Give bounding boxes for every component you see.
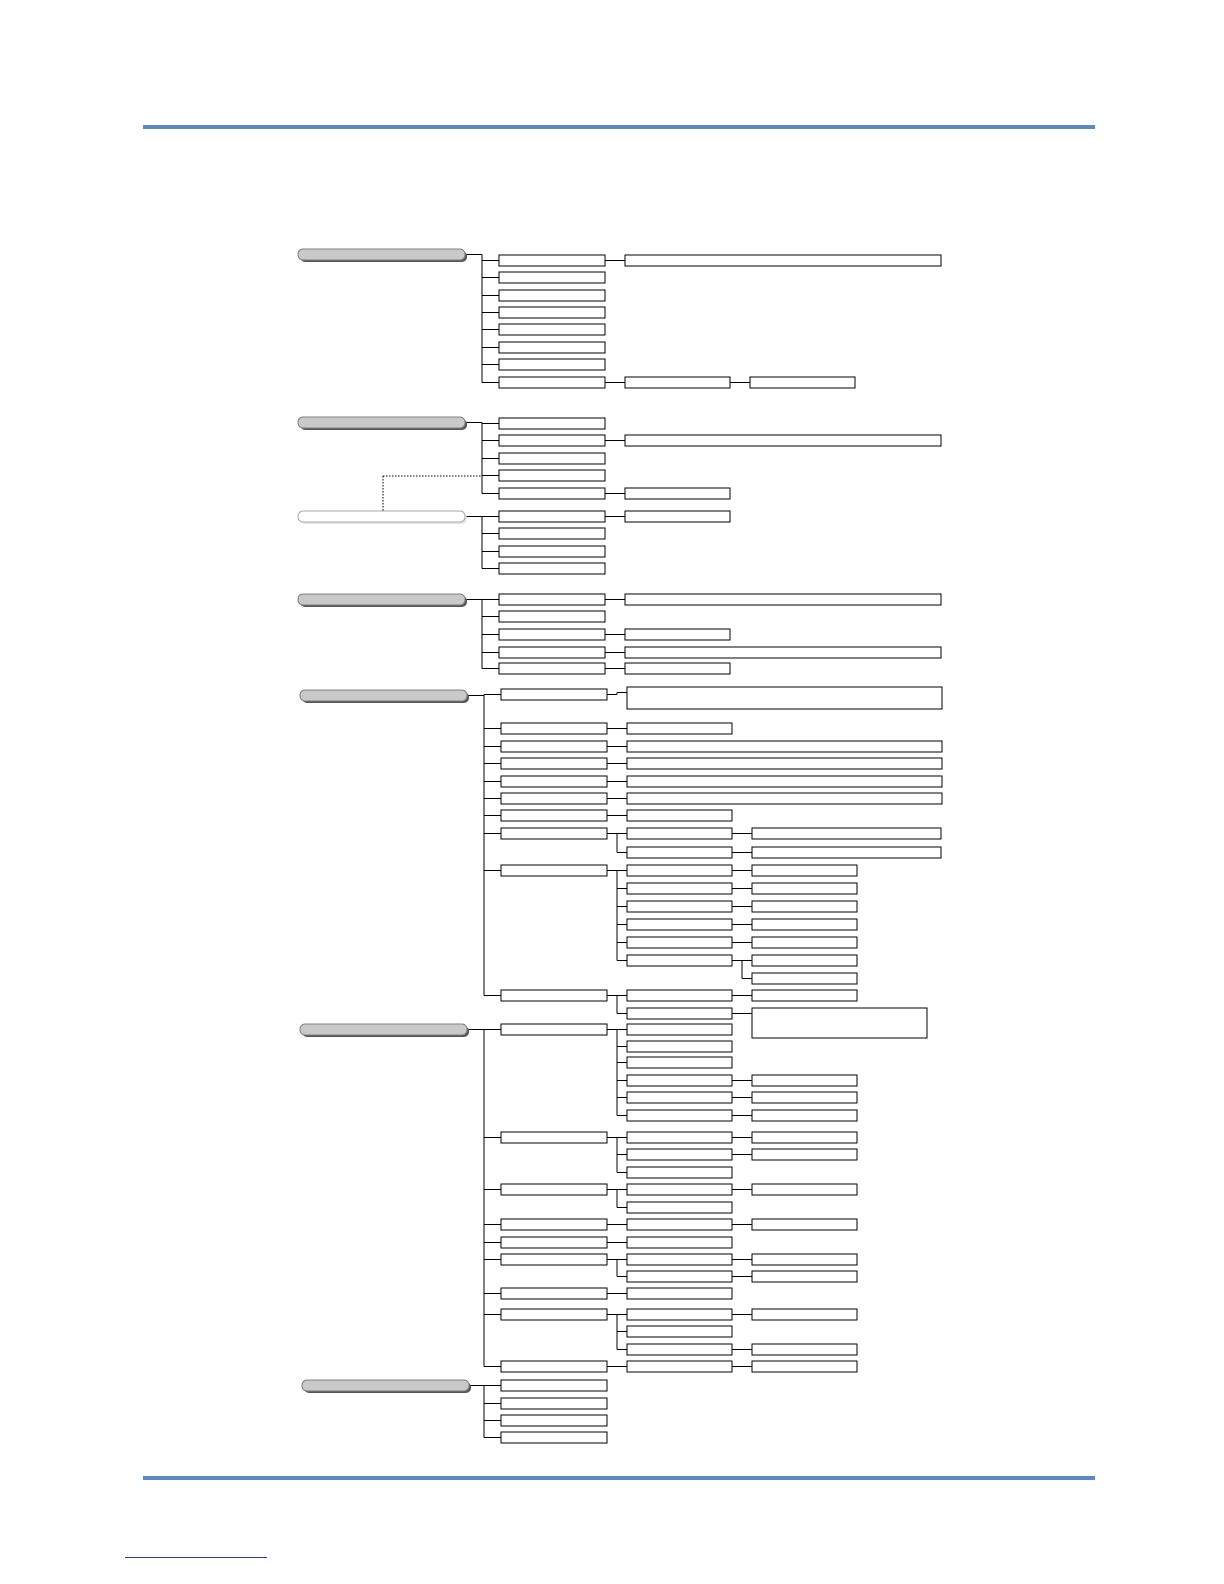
level3-node (752, 990, 857, 1001)
level3-node (752, 973, 857, 984)
level1-node (501, 1309, 607, 1320)
level2-node (627, 1167, 732, 1178)
level1-node (499, 418, 605, 429)
menu-header-1[interactable] (298, 249, 465, 260)
level1-node (499, 453, 605, 464)
level1-node (499, 629, 605, 640)
level3-node (752, 1149, 857, 1160)
level1-node (499, 342, 605, 353)
level2-node (627, 1132, 732, 1143)
level2-node (627, 847, 732, 858)
level1-node (499, 488, 605, 499)
level2-node (627, 1057, 732, 1068)
level2-node (625, 377, 730, 388)
level2-node (627, 865, 732, 876)
level1-node (499, 255, 605, 266)
level2-node (627, 1041, 732, 1052)
menu-header-2b[interactable] (298, 511, 465, 522)
level2-node (625, 594, 941, 605)
level2-node (627, 1361, 732, 1372)
menu-header-6[interactable] (302, 1380, 469, 1391)
level2-node (627, 955, 732, 966)
level3-node (752, 955, 857, 966)
level1-node (501, 1184, 607, 1195)
level1-node (501, 828, 607, 839)
level2-node (627, 1344, 732, 1355)
level2-node (627, 901, 732, 912)
level1-node (499, 359, 605, 370)
level2-node (627, 937, 732, 948)
level3-node (752, 1271, 857, 1282)
level1-node (501, 1219, 607, 1230)
level1-node (499, 528, 605, 539)
level1-node (499, 470, 605, 481)
level2-node (627, 776, 942, 787)
level1-node (501, 865, 607, 876)
level2-node (627, 1202, 732, 1213)
level1-node (499, 511, 605, 522)
level2-node (627, 1254, 732, 1265)
level1-node (501, 741, 607, 752)
level3-node (752, 1344, 857, 1355)
level3-node (752, 1092, 857, 1103)
level2-node (625, 255, 941, 266)
level3-node (752, 1361, 857, 1372)
level2-node (625, 663, 730, 674)
level1-node (501, 1237, 607, 1248)
level1-node (501, 758, 607, 769)
level2-node (625, 511, 730, 522)
level1-node (501, 689, 607, 700)
menu-header-4[interactable] (300, 690, 467, 701)
level3-node (752, 1219, 857, 1230)
level2-node (627, 990, 732, 1001)
level1-node (501, 1380, 607, 1391)
level3-node (752, 883, 857, 894)
level2-node (627, 758, 942, 769)
level1-node (501, 1288, 607, 1299)
level3-node (752, 1254, 857, 1265)
level3-node (750, 377, 855, 388)
level2-node (627, 1309, 732, 1320)
menu-header-2[interactable] (298, 417, 465, 428)
level3-node (752, 1110, 857, 1121)
level2-node (627, 687, 942, 709)
level2-node (625, 435, 941, 446)
level1-node (501, 776, 607, 787)
level3-node (752, 1132, 857, 1143)
level1-node (499, 563, 605, 574)
level1-node (501, 1254, 607, 1265)
level2-node (627, 1024, 732, 1035)
level2-node (627, 1075, 732, 1086)
level2-node (627, 793, 942, 804)
menu-header-3[interactable] (298, 594, 465, 605)
level2-node (625, 647, 941, 658)
level3-node (752, 1309, 857, 1320)
level3-node (752, 1184, 857, 1195)
level1-node (501, 1361, 607, 1372)
tree-nodes (298, 249, 942, 1443)
level1-node (499, 663, 605, 674)
level3-node (752, 1008, 927, 1038)
level2-node (625, 629, 730, 640)
level1-node (499, 435, 605, 446)
level2-node (627, 919, 732, 930)
level2-node (627, 1288, 732, 1299)
level2-node (627, 1219, 732, 1230)
level2-node (627, 883, 732, 894)
level1-node (501, 1398, 607, 1409)
level1-node (499, 377, 605, 388)
level1-node (499, 272, 605, 283)
level1-node (501, 1024, 607, 1035)
level2-node (627, 1008, 732, 1019)
level1-node (501, 1132, 607, 1143)
level1-node (499, 611, 605, 622)
level2-node (627, 1271, 732, 1282)
level2-node (627, 1237, 732, 1248)
level2-node (627, 1110, 732, 1121)
level2-node (625, 488, 730, 499)
level3-node (752, 919, 857, 930)
level1-node (501, 1432, 607, 1443)
level2-node (627, 723, 732, 734)
level1-node (499, 307, 605, 318)
level2-node (627, 1184, 732, 1195)
level2-node (627, 828, 732, 839)
level3-node (752, 1075, 857, 1086)
menu-header-5[interactable] (300, 1024, 467, 1035)
level1-node (499, 290, 605, 301)
level1-node (501, 723, 607, 734)
level3-node (752, 828, 941, 839)
level1-node (499, 594, 605, 605)
level2-node (627, 1149, 732, 1160)
level1-node (501, 990, 607, 1001)
level1-node (499, 546, 605, 557)
level2-node (627, 1326, 732, 1337)
level1-node (499, 324, 605, 335)
level3-node (752, 865, 857, 876)
level2-node (627, 741, 942, 752)
level2-node (627, 1092, 732, 1103)
level1-node (499, 647, 605, 658)
level1-node (501, 810, 607, 821)
level1-node (501, 1415, 607, 1426)
level3-node (752, 901, 857, 912)
level2-node (627, 810, 732, 821)
level3-node (752, 937, 857, 948)
level3-node (752, 847, 941, 858)
level1-node (501, 793, 607, 804)
